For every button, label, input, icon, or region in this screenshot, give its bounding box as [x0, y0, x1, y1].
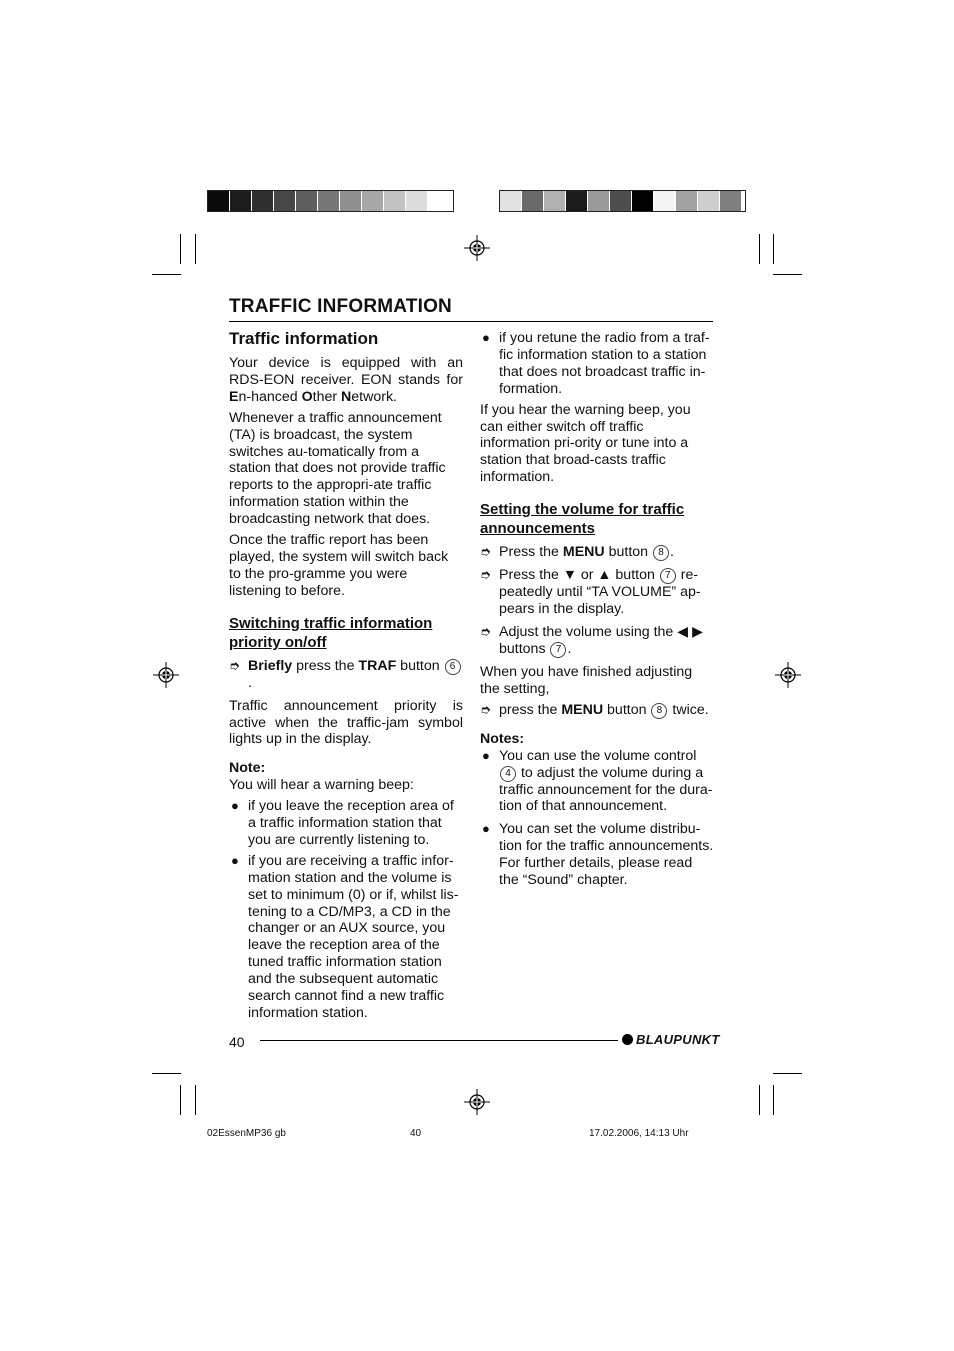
instruction-step: ➮ Press the ▼ or ▲ button 7 re-peatedly until “TA VOLUME” ap-pears in the display.: [480, 567, 701, 618]
color-swatch: [274, 191, 296, 211]
color-swatch: [428, 191, 450, 211]
brand-dot-icon: [622, 1034, 633, 1045]
crop-mark: [759, 1085, 760, 1115]
instruction-step: ➮ Briefly press the TRAF button 6.: [229, 658, 463, 692]
page-number: 40: [229, 1034, 245, 1050]
color-swatch: [252, 191, 274, 211]
registration-mark-icon: [464, 1089, 490, 1115]
slug-file: 02EssenMP36 gb: [207, 1128, 286, 1139]
subheading-priority: Switching traffic information priority on/off: [229, 614, 433, 651]
warning-beep-paragraph: If you hear the warning beep, you can either switch off traffic information pri-ority or tune into a station that broad-casts traffic information.: [480, 401, 691, 486]
section-heading: Traffic information: [229, 329, 379, 348]
arrow-icon: ➮: [480, 701, 491, 717]
switch-back-paragraph: Once the traffic report has been played, the system will switch back to the pro-gramme you were listening to before.: [229, 532, 449, 599]
crop-mark: [180, 1085, 181, 1115]
list-item: ● You can set the volume distribu-tion for the traffic announcements. For further details, please read the “Sound” chapter.: [482, 821, 714, 889]
color-swatch: [720, 191, 742, 211]
color-swatch: [208, 191, 230, 211]
slug-page: 40: [410, 1128, 422, 1139]
color-swatch: [230, 191, 252, 211]
slug-date: 17.02.2006, 14:13 Uhr: [589, 1128, 689, 1139]
crop-mark: [195, 1085, 196, 1115]
color-swatch: [610, 191, 632, 211]
registration-mark-icon: [464, 235, 490, 261]
color-bar-right: [499, 190, 746, 212]
note-intro: You will hear a warning beep:: [229, 777, 414, 794]
color-swatch: [362, 191, 384, 211]
crop-mark: [759, 234, 760, 264]
subheading-volume: Setting the volume for traffic announcements: [480, 501, 685, 538]
color-swatch: [632, 191, 654, 211]
color-swatch: [654, 191, 676, 211]
color-swatch: [522, 191, 544, 211]
up-arrow-icon: ▲: [597, 567, 612, 584]
color-swatch: [318, 191, 340, 211]
bullet-icon: ●: [231, 798, 239, 814]
registration-mark-icon: [153, 662, 179, 688]
instruction-step: ➮ Adjust the volume using the ◀ ▶ buttons 7 .: [480, 623, 704, 657]
bullet-icon: ●: [482, 747, 490, 763]
color-swatch: [406, 191, 428, 211]
color-swatch: [384, 191, 406, 211]
color-swatch: [500, 191, 522, 211]
arrow-icon: ➮: [480, 623, 491, 639]
color-swatch: [340, 191, 362, 211]
instruction-step: ➮ Press the MENU button 8 .: [480, 544, 674, 561]
note-heading: Note:: [229, 760, 266, 777]
color-swatch: [566, 191, 588, 211]
intro-paragraph: Your device is equipped with an RDS-EON receiver. EON stands for En-hanced Other Network.: [229, 355, 463, 405]
color-swatch: [698, 191, 720, 211]
button-number-badge: 6: [445, 659, 461, 675]
list-item: ● You can use the volume control 4 to adjust the volume during a traffic announcement for the dura-tion of that announcement.: [482, 747, 713, 815]
bullet-icon: ●: [482, 330, 490, 345]
priority-active-paragraph: Traffic announcement priority is active when the traffic-jam symbol lights up in the display.: [229, 697, 463, 748]
crop-mark: [773, 1073, 802, 1074]
arrow-icon: ➮: [229, 657, 240, 673]
footer-rule: [260, 1040, 618, 1041]
color-bar-left: [207, 190, 454, 212]
crop-mark: [195, 234, 196, 264]
arrow-icon: ➮: [480, 544, 491, 560]
crop-mark: [773, 234, 774, 264]
crop-mark: [773, 274, 802, 275]
ta-paragraph: Whenever a traffic announcement (TA) is broadcast, the system switches au-tomatically from a station that does not provide traffic reports to the appropri-ate traffic information station within the broadcasting network that does.: [229, 409, 446, 528]
list-item: ● if you retune the radio from a traf-fic information station to a station that does not broadcast traffic in-formation.: [482, 330, 710, 397]
registration-mark-icon: [775, 662, 801, 688]
left-column: [229, 329, 463, 1026]
down-arrow-icon: ▼: [562, 567, 577, 584]
color-swatch: [296, 191, 318, 211]
button-number-badge: 8: [653, 545, 669, 561]
page-title: TRAFFIC INFORMATION: [229, 296, 452, 317]
color-swatch: [588, 191, 610, 211]
left-right-arrows-icon: ◀ ▶: [677, 623, 704, 640]
button-number-badge: 4: [500, 766, 516, 782]
bullet-icon: ●: [231, 852, 239, 868]
brand-logo: BLAUPUNKT: [622, 1032, 720, 1047]
color-swatch: [676, 191, 698, 211]
arrow-icon: ➮: [480, 567, 491, 583]
list-item: ● if you are receiving a traffic infor-mation station and the volume is set to minimum (0) or if, whilst lis-tening to a CD/MP3, a CD in the changer or an AUX source, you leave the reception area of the tuned traffic information station and the subsequent automatic search cannot find a new traffic information station.: [231, 852, 459, 1021]
crop-mark: [152, 274, 181, 275]
bullet-icon: ●: [482, 821, 490, 837]
crop-mark: [152, 1073, 181, 1074]
crop-mark: [773, 1085, 774, 1115]
button-number-badge: 7: [550, 642, 566, 658]
right-column: [480, 330, 714, 893]
instruction-step: ➮ press the MENU button 8 twice.: [480, 701, 709, 718]
crop-mark: [180, 234, 181, 264]
list-item: ● if you leave the reception area of a traffic information station that you are currently listening to.: [231, 798, 454, 848]
notes-heading: Notes:: [480, 730, 525, 747]
button-number-badge: 7: [660, 568, 676, 584]
color-swatch: [544, 191, 566, 211]
button-number-badge: 8: [651, 703, 667, 719]
title-rule: [229, 321, 713, 322]
finished-paragraph: When you have finished adjusting the setting,: [480, 663, 693, 697]
